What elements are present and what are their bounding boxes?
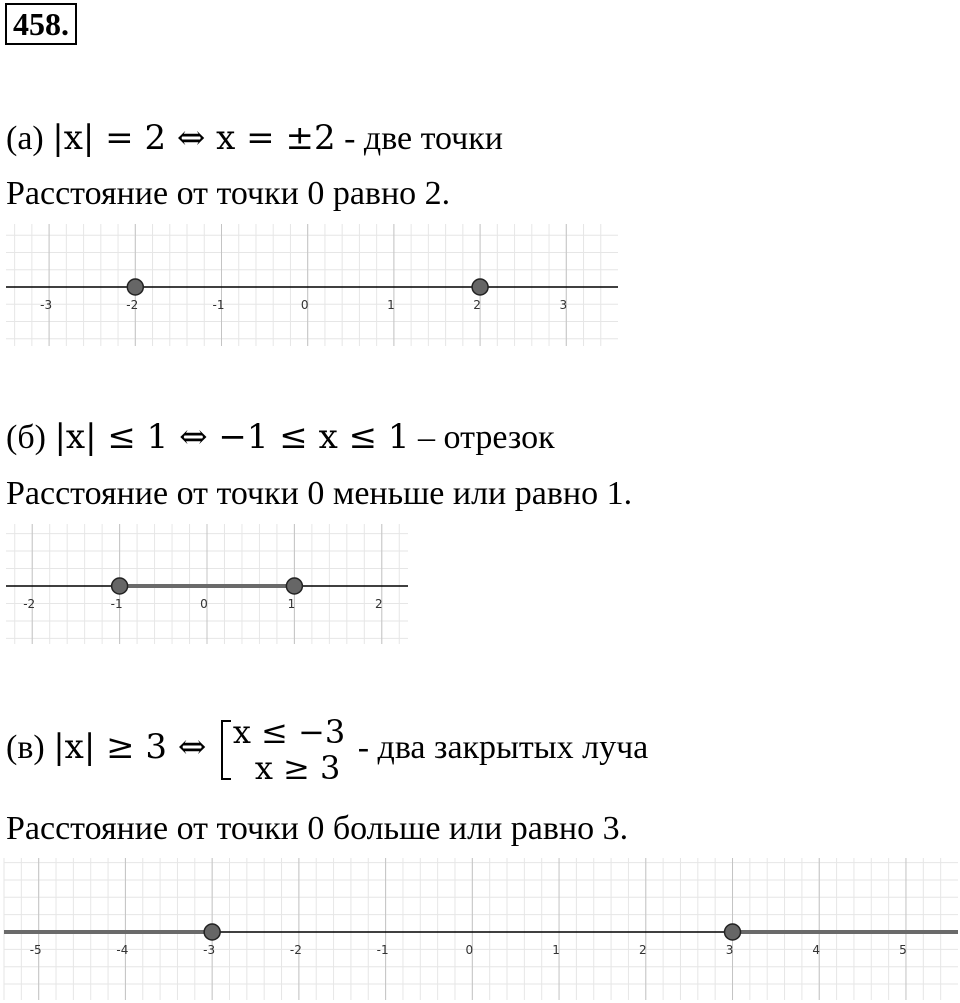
tick-label: 1: [552, 943, 560, 957]
number-line-b: [6, 524, 408, 644]
part-a-math: |x| = 2 ⇔ x = ±2: [52, 118, 336, 158]
tick-label: -2: [126, 298, 139, 312]
part-c-explanation: Расстояние от точки 0 больше или равно 3.: [6, 810, 629, 847]
part-b-statement: (б) |x| ≤ 1 ⇔ −1 ≤ x ≤ 1 – отрезок: [6, 417, 555, 457]
number-line-a: [6, 224, 618, 346]
tick-label: -1: [110, 597, 123, 611]
part-a-statement: (а) |x| = 2 ⇔ x = ±2 - две точки: [6, 118, 503, 158]
tick-label: -4: [116, 943, 129, 957]
tick-label: 1: [287, 597, 296, 611]
tick-label: -3: [40, 298, 53, 312]
tick-label: 0: [300, 298, 309, 312]
solution-point: [286, 578, 302, 594]
problem-number: 458.: [5, 3, 77, 45]
part-b-explanation: Расстояние от точки 0 меньше или равно 1.: [6, 475, 633, 512]
part-a-explanation: Расстояние от точки 0 равно 2.: [6, 175, 451, 212]
tick-label: 0: [200, 597, 208, 611]
part-c-statement: (в) |x| ≥ 3 ⇔ x ≤ −3 x ≥ 3 - два закрытых луча: [6, 713, 649, 787]
tick-label: 0: [465, 943, 474, 957]
solution-point: [725, 924, 741, 940]
solution-point: [127, 279, 143, 295]
tick-label: 1: [387, 298, 395, 312]
tick-label: -2: [23, 597, 36, 611]
tick-label: 3: [559, 298, 568, 312]
part-c-system: [219, 714, 345, 786]
tick-label: 2: [473, 298, 481, 312]
tick-label: 2: [374, 597, 383, 611]
solution-point: [204, 924, 220, 940]
tick-label: 5: [899, 943, 907, 957]
number-line-c: [4, 858, 958, 1000]
tick-label: -5: [29, 943, 42, 957]
tick-label: -1: [376, 943, 389, 957]
part-b-math: |x| ≤ 1 ⇔ −1 ≤ x ≤ 1: [54, 417, 410, 457]
tick-label: -2: [289, 943, 302, 957]
tick-label: 4: [812, 943, 821, 957]
tick-label: 3: [725, 943, 734, 957]
system-line-2: x ≥ 3: [254, 749, 341, 787]
part-c-math: |x| ≥ 3 ⇔: [53, 726, 207, 767]
tick-label: -1: [212, 298, 225, 312]
solution-point: [112, 578, 128, 594]
tick-label: 2: [638, 943, 647, 957]
tick-label: -3: [203, 943, 216, 957]
system-line-1: x ≤ −3: [232, 713, 346, 751]
solution-point: [472, 279, 488, 295]
